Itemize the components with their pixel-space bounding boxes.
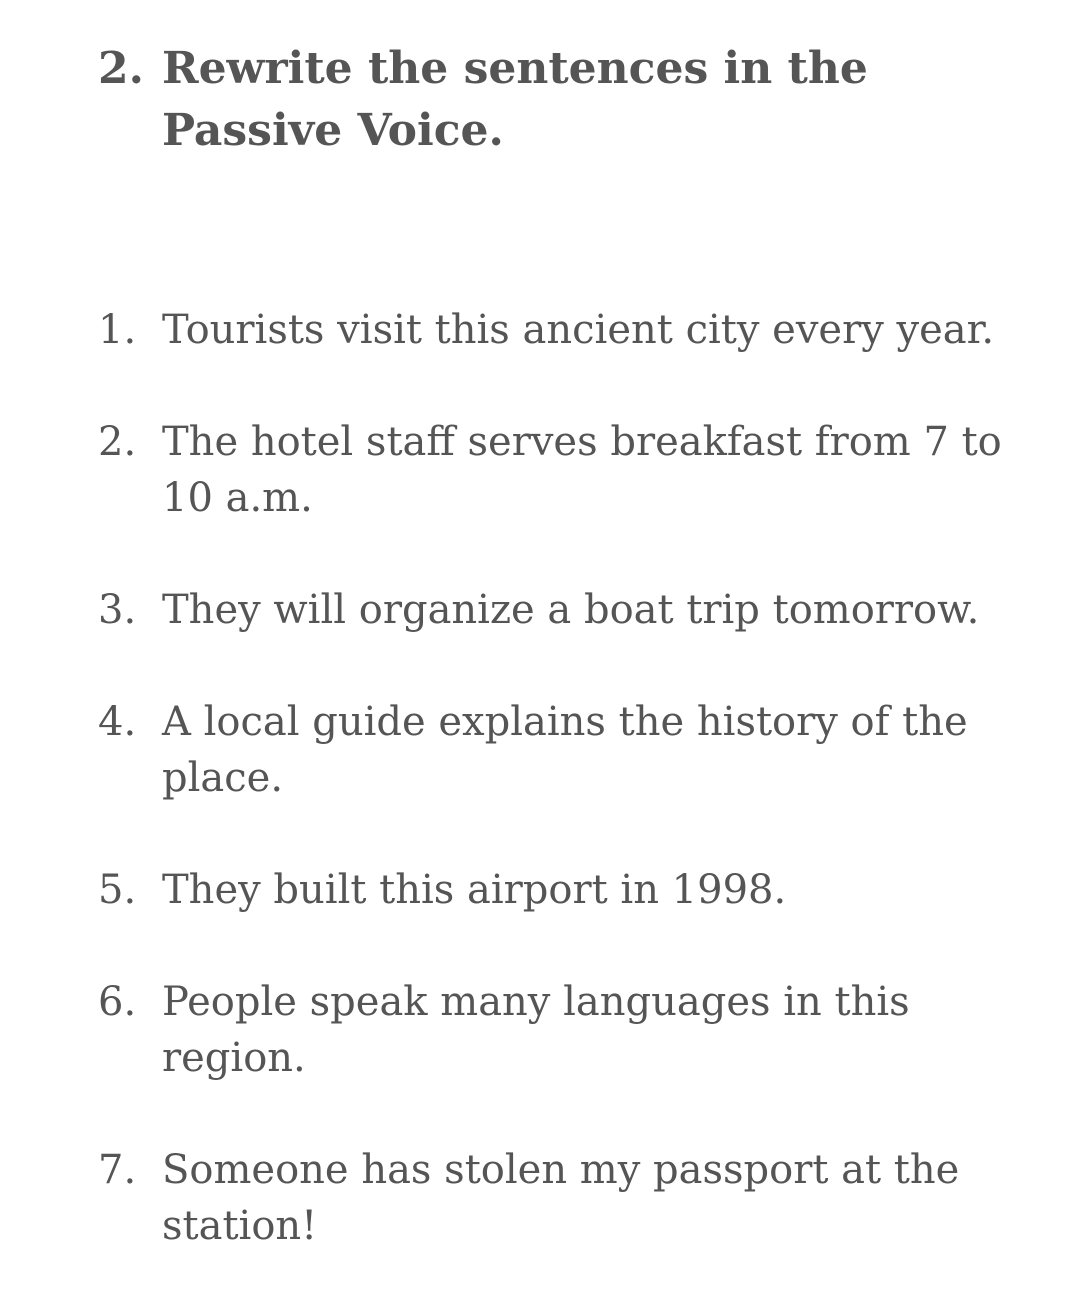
heading-text: Rewrite the sentences in the Passive Voice. [162,43,868,156]
list-item [98,302,1058,358]
item-number: 5. [98,867,137,913]
list-item [98,1142,1058,1254]
item-number: 2. [98,419,137,465]
heading-number: 2. [98,43,144,94]
item-number: 7. [98,1147,137,1193]
item-number: 4. [98,699,137,745]
item-number: 6. [98,979,137,1025]
item-text: They built this airport in 1998. [162,867,787,913]
list-item [98,582,1058,638]
list-item [98,414,1058,526]
list-item [98,862,1058,918]
item-text: Tourists visit this ancient city every year. [162,307,995,353]
item-number: 3. [98,587,137,633]
list-item [98,974,1058,1086]
item-text: People speak many languages in this region. [162,979,910,1081]
item-text: Someone has stolen my passport at the station! [162,1147,960,1249]
list-item [98,694,1058,806]
item-number: 1. [98,307,137,353]
item-text: They will organize a boat trip tomorrow. [162,587,980,633]
item-text: A local guide explains the history of the place. [162,699,968,801]
item-text: The hotel staff serves breakfast from 7 to 10 a.m. [162,419,1002,521]
sentence-list [98,302,1058,1310]
exercise-heading [98,38,1048,162]
